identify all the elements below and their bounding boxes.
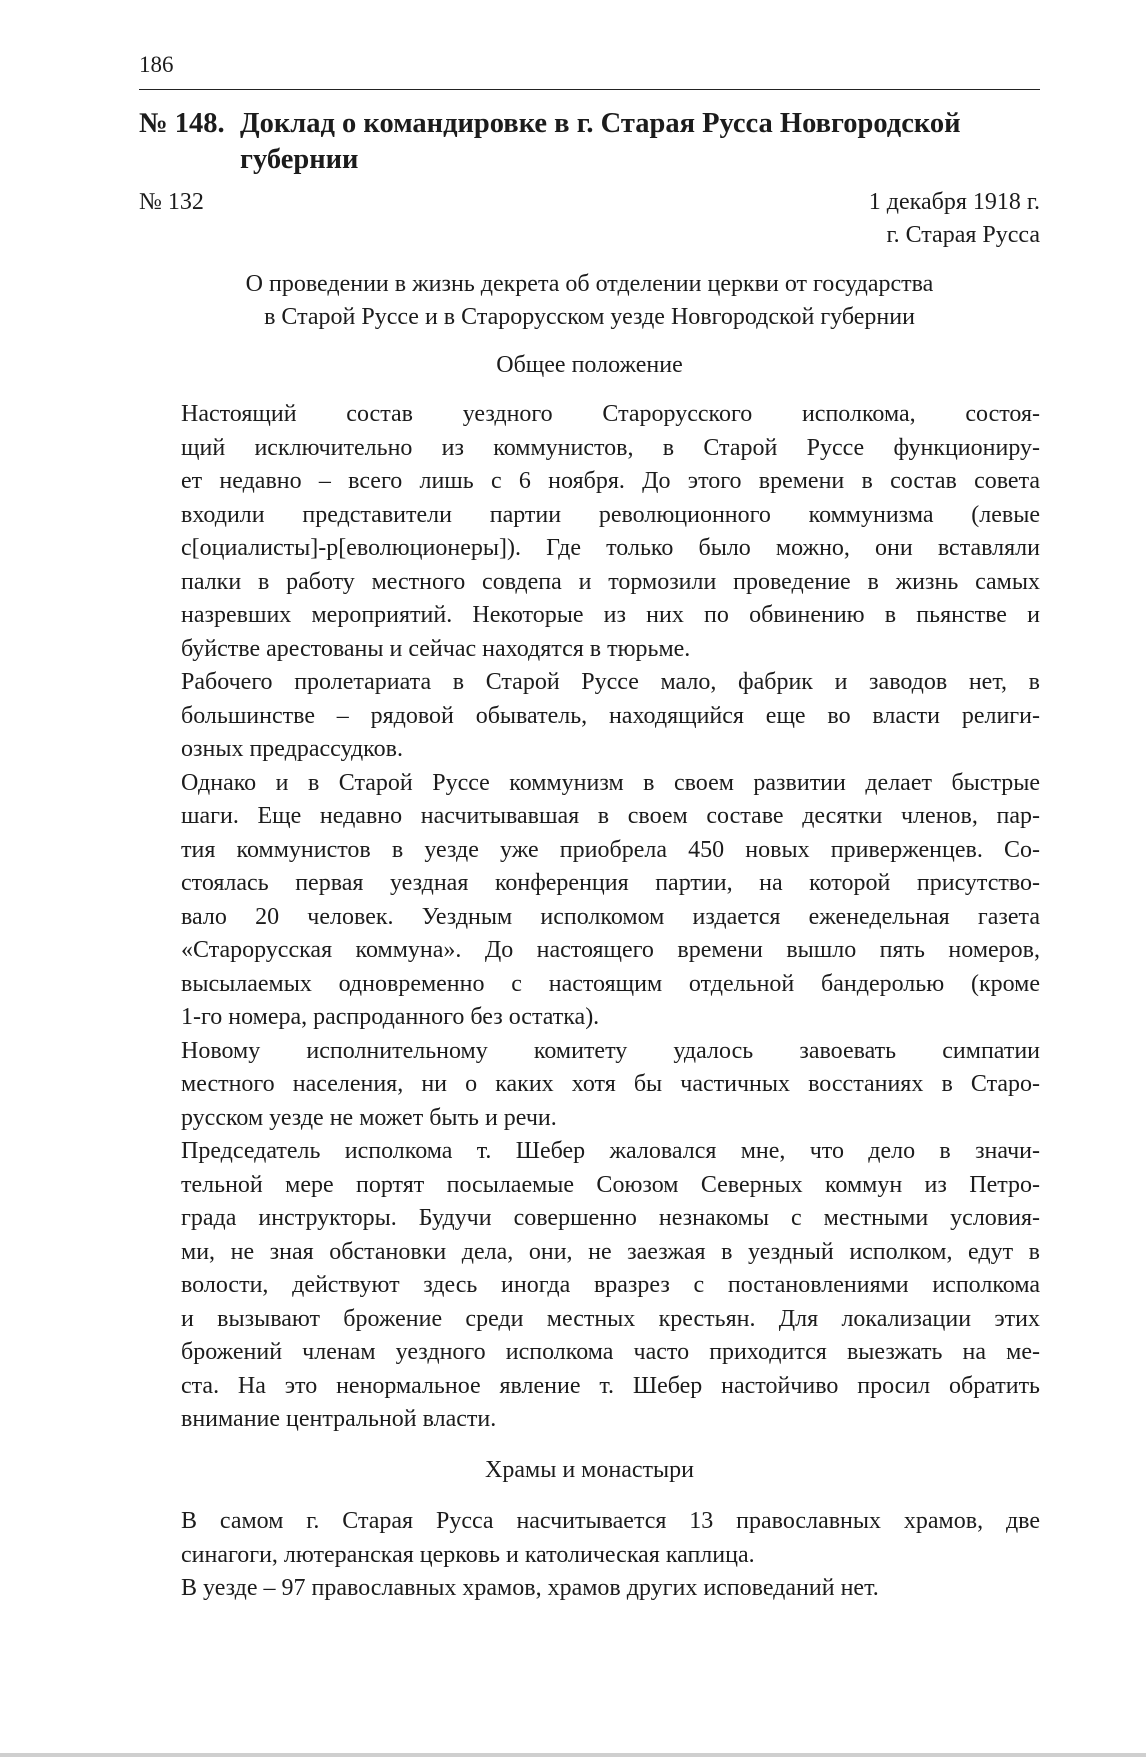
text-line: и вызывают брожение среди местных крестьян. Для локализации этих <box>181 1305 1040 1332</box>
text-line: ми, не зная обстановки дела, они, не заезжая в уездный исполком, едут в <box>181 1238 1040 1265</box>
text-line: внимание центральной власти. <box>181 1406 497 1432</box>
text-line: града инструкторы. Будучи совершенно незнакомы с местными условия- <box>181 1205 1040 1231</box>
text-line: ста. На это ненормальное явление т. Шебер настойчиво просил обратить <box>181 1372 1040 1399</box>
text-line: 1-го номера, распроданного без остатка). <box>181 1004 600 1030</box>
text-line: Новому исполнительному комитету удалось завоевать симпатии <box>181 1037 1040 1064</box>
document-subject <box>139 268 1040 334</box>
text-line: тельной мере портят посылаемые Союзом Северных коммун из Петро- <box>181 1171 1040 1198</box>
document-number: № 132 <box>139 189 204 215</box>
page-number: 186 <box>139 52 174 77</box>
text-line: Однако и в Старой Руссе коммунизм в своем развитии делает быстрые <box>181 769 1040 796</box>
text-line: стоялась первая уездная конференция партии, на которой присутство- <box>181 870 1040 896</box>
text-line: Настоящий состав уездного Старорусского исполкома, состоя- <box>181 401 1040 427</box>
header-rule <box>139 89 1040 90</box>
section-heading-general: Общее положение <box>496 352 683 378</box>
paragraph <box>139 1135 1040 1437</box>
section-body-churches <box>139 1505 1040 1606</box>
document-date: 1 декабря 1918 г. <box>868 189 1040 215</box>
text-line: волости, действуют здесь иногда вразрез с постановлениями исполкома <box>181 1272 1040 1298</box>
text-line: входили представители партии революционного коммунизма (левые <box>181 501 1040 528</box>
document-place: г. Старая Русса <box>886 222 1040 248</box>
text-line: «Старорусская коммуна». До настоящего времени вышло пять номеров, <box>181 937 1040 963</box>
text-line: озных предрассудков. <box>181 736 403 762</box>
subject-line-1: О проведении в жизнь декрета об отделении церкви от государства <box>245 271 934 297</box>
text-line: буйстве арестованы и сейчас находятся в тюрьме. <box>181 635 691 662</box>
text-line: тия коммунистов в уезде уже приобрела 450 новых приверженцев. Со- <box>181 836 1040 863</box>
paragraph <box>139 1505 1040 1572</box>
title-number: № 148. <box>139 108 225 139</box>
subject-line-2: в Старой Руссе и в Старорусском уезде Новгородской губернии <box>264 304 915 330</box>
scan-bottom-edge <box>0 1753 1146 1757</box>
text-line: с[оциалисты]-р[еволюционеры]). Где только было можно, они вставляли <box>181 535 1040 561</box>
text-line: назревших мероприятий. Некоторые из них по обвинению в пьянстве и <box>181 602 1040 628</box>
section-heading-churches: Храмы и монастыри <box>485 1457 694 1483</box>
title-line-2: губернии <box>240 144 359 175</box>
text-line: высылаемых одновременно с настоящим отдельной бандеролью (кроме <box>181 970 1040 997</box>
section-body-general <box>139 398 1040 1437</box>
text-line: В самом г. Старая Русса насчитывается 13 православных храмов, две <box>181 1508 1040 1534</box>
paragraph <box>139 666 1040 767</box>
paragraph <box>139 767 1040 1035</box>
title-line-1: Доклад о командировке в г. Старая Русса Новгородской <box>240 108 961 139</box>
text-line: В уезде – 97 православных храмов, храмов других исповеданий нет. <box>181 1575 879 1601</box>
text-line: большинстве – рядовой обыватель, находящийся еще во власти религи- <box>181 702 1040 729</box>
paragraph <box>139 398 1040 666</box>
text-line: местного населения, ни о каких хотя бы частичных восстаниях в Старо- <box>181 1071 1040 1097</box>
paragraph <box>139 1035 1040 1136</box>
text-line: русском уезде не может быть и речи. <box>181 1104 557 1131</box>
text-line: шаги. Еще недавно насчитывавшая в своем составе десятки членов, пар- <box>181 803 1040 829</box>
text-line: вало 20 человек. Уездным исполкомом издается еженедельная газета <box>181 903 1040 930</box>
text-line: щий исключительно из коммунистов, в Старой Руссе функциониру- <box>181 434 1040 461</box>
text-line: брожений членам уездного исполкома часто приходится выезжать на ме- <box>181 1339 1040 1365</box>
document-title <box>139 106 1040 178</box>
text-line: синагоги, лютеранская церковь и католическая каплица. <box>181 1541 755 1568</box>
text-line: Рабочего пролетариата в Старой Руссе мало, фабрик и заводов нет, в <box>181 669 1040 695</box>
text-line: Председатель исполкома т. Шебер жаловался мне, что дело в значи- <box>181 1138 1040 1164</box>
paragraph <box>139 1572 1040 1606</box>
text-line: ет недавно – всего лишь с 6 ноября. До этого времени в состав совета <box>181 468 1040 494</box>
text-line: палки в работу местного совдепа и тормозили проведение в жизнь самых <box>181 568 1040 595</box>
